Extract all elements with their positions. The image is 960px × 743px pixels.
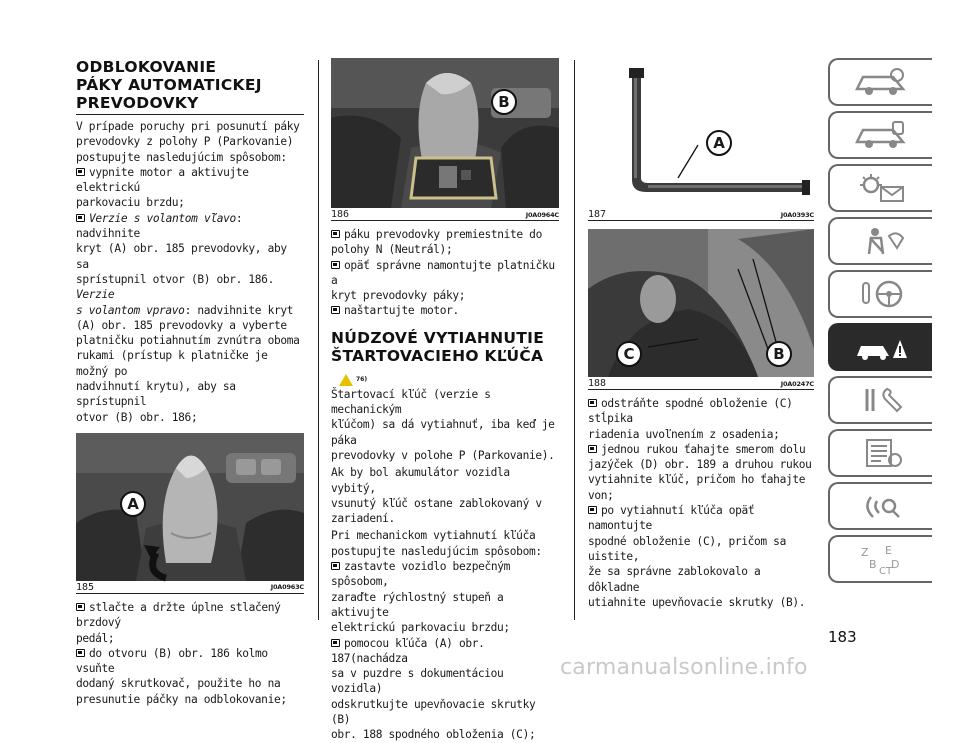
list-item: [588, 396, 814, 442]
list-item: [331, 303, 559, 318]
note-reference: 76): [356, 375, 368, 383]
figure-caption: [76, 582, 304, 593]
bullet-icon: [588, 399, 597, 407]
tab-technical-data[interactable]: [828, 429, 932, 477]
text-line: spodné obloženie (C), pričom sa uistite,: [588, 534, 786, 563]
tab-safety[interactable]: [828, 217, 932, 265]
heading-line: ODBLOKOVANIE: [76, 58, 217, 76]
heading-line: ŠTARTOVACIEHO KĽÚČA: [331, 346, 544, 365]
text-line: postupujte nasledujúcim spôsobom:: [331, 544, 542, 558]
seatbelt-icon: [853, 226, 909, 256]
text-line: V prípade poruchy pri posunutí páky: [76, 120, 300, 133]
text-line: polohy N (Neutrál);: [331, 243, 453, 257]
heading-line: NÚDZOVÉ VYTIAHNUTIE: [331, 328, 545, 347]
text-line: páku prevodovky premiestnite do: [344, 228, 542, 241]
text-line: po vytiahnutí kľúča opäť namontujte: [588, 504, 755, 533]
figure-code: J0A0393C: [780, 210, 814, 219]
text-line: že sa správne zablokovalo a dôkladne: [588, 565, 761, 594]
section-heading-key: [331, 329, 559, 365]
tab-maintenance[interactable]: [828, 376, 932, 424]
tab-starting-driving[interactable]: [828, 270, 932, 318]
tab-warning-lights[interactable]: [828, 164, 932, 212]
tab-emergency[interactable]: [828, 323, 932, 371]
list-item: [76, 211, 304, 425]
multimedia-icon: [853, 491, 909, 521]
bullet-icon: [588, 445, 597, 453]
text-line: do otvoru (B) obr. 186 kolmo vsuňte: [76, 646, 268, 676]
car-key-icon: [853, 120, 909, 150]
text-line: zastavte vozidlo bezpečným spôsobom,: [331, 560, 511, 589]
figure-code: J0A0963C: [270, 583, 304, 592]
heading-divider: [76, 114, 304, 115]
bullet-icon: [76, 649, 85, 657]
text-line: Štartovací kľúč (verzie s mechanickým: [331, 387, 491, 417]
text-line: naštartujte motor.: [344, 304, 459, 318]
figure-188-steering-column-photo: [588, 229, 814, 377]
caption-divider: [588, 389, 814, 390]
text-line: elektrickú parkovaciu brzdu;: [331, 621, 510, 635]
page-number: 183: [828, 628, 857, 646]
bullet-icon: [76, 214, 85, 222]
svg-text:CT: CT: [879, 566, 893, 577]
bullet-icon: [76, 168, 85, 176]
callout-b: B: [491, 89, 517, 115]
technical-data-icon: [853, 438, 909, 468]
callout-a: A: [120, 491, 146, 517]
text-line: presunutie páčky na odblokovanie;: [76, 692, 287, 706]
text-line: obr. 188 spodného obloženia (C);: [331, 728, 536, 742]
svg-text:E: E: [885, 544, 892, 557]
list-item: [331, 258, 559, 304]
text-line: sa v puzdre s dokumentáciou vozidla): [331, 667, 504, 696]
text-line: stlačte a držte úplne stlačený brzdový: [76, 600, 281, 630]
figure-caption: [588, 378, 814, 389]
column-divider: [574, 60, 575, 620]
chapter-tabs: [828, 58, 932, 588]
car-dashboard-icon: [853, 67, 909, 97]
text-line: utiahnite upevňovacie skrutky (B).: [588, 595, 806, 609]
list-item: [76, 165, 304, 211]
tab-dashboard[interactable]: [828, 58, 932, 106]
text-line: platničku potiahnutím zvnútra oboma: [76, 334, 300, 348]
figure-number: 187: [588, 209, 607, 220]
shifter-illustration: [76, 433, 304, 581]
figure-code: J0A0964C: [525, 210, 559, 219]
text-line: jazýček (D) obr. 189 a druhou rukou: [588, 458, 812, 472]
figure-186-shifter-cover-removed-photo: [331, 58, 559, 208]
text-line: vsunutý kľúč ostane zablokovaný v: [331, 496, 542, 510]
emergency-icon: [853, 332, 909, 362]
text-line: kľúčom) sa dá vytiahnuť, iba keď je páka: [331, 418, 555, 447]
text-line: kryt (A) obr. 185 prevodovky, aby sa: [76, 242, 287, 271]
caption-divider: [76, 593, 304, 594]
caption-divider: [588, 220, 814, 221]
bullet-icon: [331, 261, 340, 269]
bullet-icon: [76, 603, 85, 611]
text-line: postupujte nasledujúcim spôsobom:: [76, 150, 287, 164]
figure-caption: [588, 209, 814, 220]
text-line: sprístupnil otvor (B) obr. 186.: [76, 272, 274, 286]
section-heading-unlock: [76, 58, 304, 115]
text-line: zaraďte rýchlostný stupeň a aktivujte: [331, 590, 504, 619]
figure-caption: [331, 209, 559, 220]
list-item: [331, 559, 559, 635]
paragraph: [331, 528, 559, 559]
column-divider: [318, 60, 319, 620]
shifter-open-illustration: [331, 58, 559, 208]
bullet-icon: [331, 639, 340, 647]
text-line: kryt prevodovky páky;: [331, 289, 466, 303]
callout-b: B: [766, 341, 792, 367]
emphasis-text: s volantom vpravo: [76, 303, 185, 317]
text-line: opäť správne namontujte platničku a: [331, 258, 555, 287]
text-line: : nadvihnite kryt: [184, 303, 294, 317]
svg-text:D: D: [891, 558, 900, 571]
text-line: rukami (prístup k platničke je možný po: [76, 349, 268, 378]
emphasis-text: Verzie s volantom vľavo: [89, 211, 236, 225]
text-line: pedál;: [76, 631, 115, 645]
list-item: [76, 600, 304, 646]
heading-line: PÁKY AUTOMATICKEJ: [76, 76, 262, 94]
emphasis-text: Verzie: [76, 288, 115, 302]
text-line: riadenia uvoľnením z osadenia;: [588, 427, 780, 441]
figure-code: J0A0247C: [780, 379, 814, 388]
text-line: pomocou kľúča (A) obr. 187(nachádza: [331, 636, 485, 665]
bullet-icon: [331, 306, 340, 314]
index-icon: [853, 542, 909, 576]
warning-note: [339, 369, 559, 383]
list-item: [76, 646, 304, 707]
paragraph: [331, 387, 559, 463]
figure-number: 186: [331, 209, 350, 220]
column-2: [331, 0, 559, 743]
text-line: parkovaciu brzdu;: [76, 196, 185, 210]
tab-index[interactable]: [828, 535, 932, 583]
text-line: Pri mechanickom vytiahnutí kľúča: [331, 529, 536, 543]
paragraph: [331, 465, 559, 526]
list-item: [331, 636, 559, 743]
figure-187-key-tool: [588, 60, 814, 208]
list-item: [588, 503, 814, 610]
text-line: prevodovky z polohy P (Parkovanie): [76, 135, 294, 149]
text-line: odstráňte spodné obloženie (C) stĺpika: [588, 397, 793, 426]
list-item: [588, 442, 814, 503]
text-line: (A) obr. 185 prevodovky a vyberte: [76, 318, 287, 332]
text-line: prevodovky v polohe P (Parkovanie).: [331, 448, 555, 462]
figure-number: 185: [76, 581, 95, 593]
bullet-icon: [588, 506, 597, 514]
callout-a: A: [706, 130, 732, 156]
bullet-icon: [331, 230, 340, 238]
torx-key-illustration: [588, 60, 814, 208]
text-line: vytiahnite kľúč, pričom ho ťahajte von;: [588, 473, 806, 502]
figure-number: 188: [588, 378, 607, 389]
svg-text:Z: Z: [861, 546, 869, 559]
tab-multimedia[interactable]: [828, 482, 932, 530]
svg-text:B: B: [869, 558, 877, 571]
caption-divider: [331, 220, 559, 221]
text-line: jednou rukou ťahajte smerom dolu: [601, 442, 806, 456]
text-line: Ak by bol akumulátor vozidla vybitý,: [331, 466, 510, 495]
watermark: carmanualsonline.info: [560, 655, 808, 680]
column-1: [76, 0, 304, 707]
tab-vehicle[interactable]: [828, 111, 932, 159]
heading-line: PREVODOVKY: [76, 94, 199, 112]
text-line: nadvihnutí krytu), aby sa sprístupnil: [76, 380, 236, 409]
text-line: zariadení.: [331, 512, 395, 526]
callout-c: C: [616, 341, 642, 367]
text-line: : nadvihnite: [76, 211, 243, 241]
intro-paragraph: [76, 119, 304, 165]
bullet-icon: [331, 562, 340, 570]
figure-185-gear-shifter-photo: [76, 433, 304, 581]
text-line: dodaný skrutkovač, použite ho na: [76, 677, 281, 691]
maintenance-icon: [853, 385, 909, 415]
text-line: otvor (B) obr. 186;: [76, 410, 198, 424]
column-3: [588, 0, 814, 610]
warning-icon: [339, 374, 353, 386]
warning-lights-icon: [853, 173, 909, 203]
steering-wheel-icon: [853, 279, 909, 309]
text-line: odskrutkujte upevňovacie skrutky (B): [331, 697, 536, 727]
text-line: vypnite motor a aktivujte elektrickú: [76, 165, 249, 195]
list-item: [331, 227, 559, 258]
